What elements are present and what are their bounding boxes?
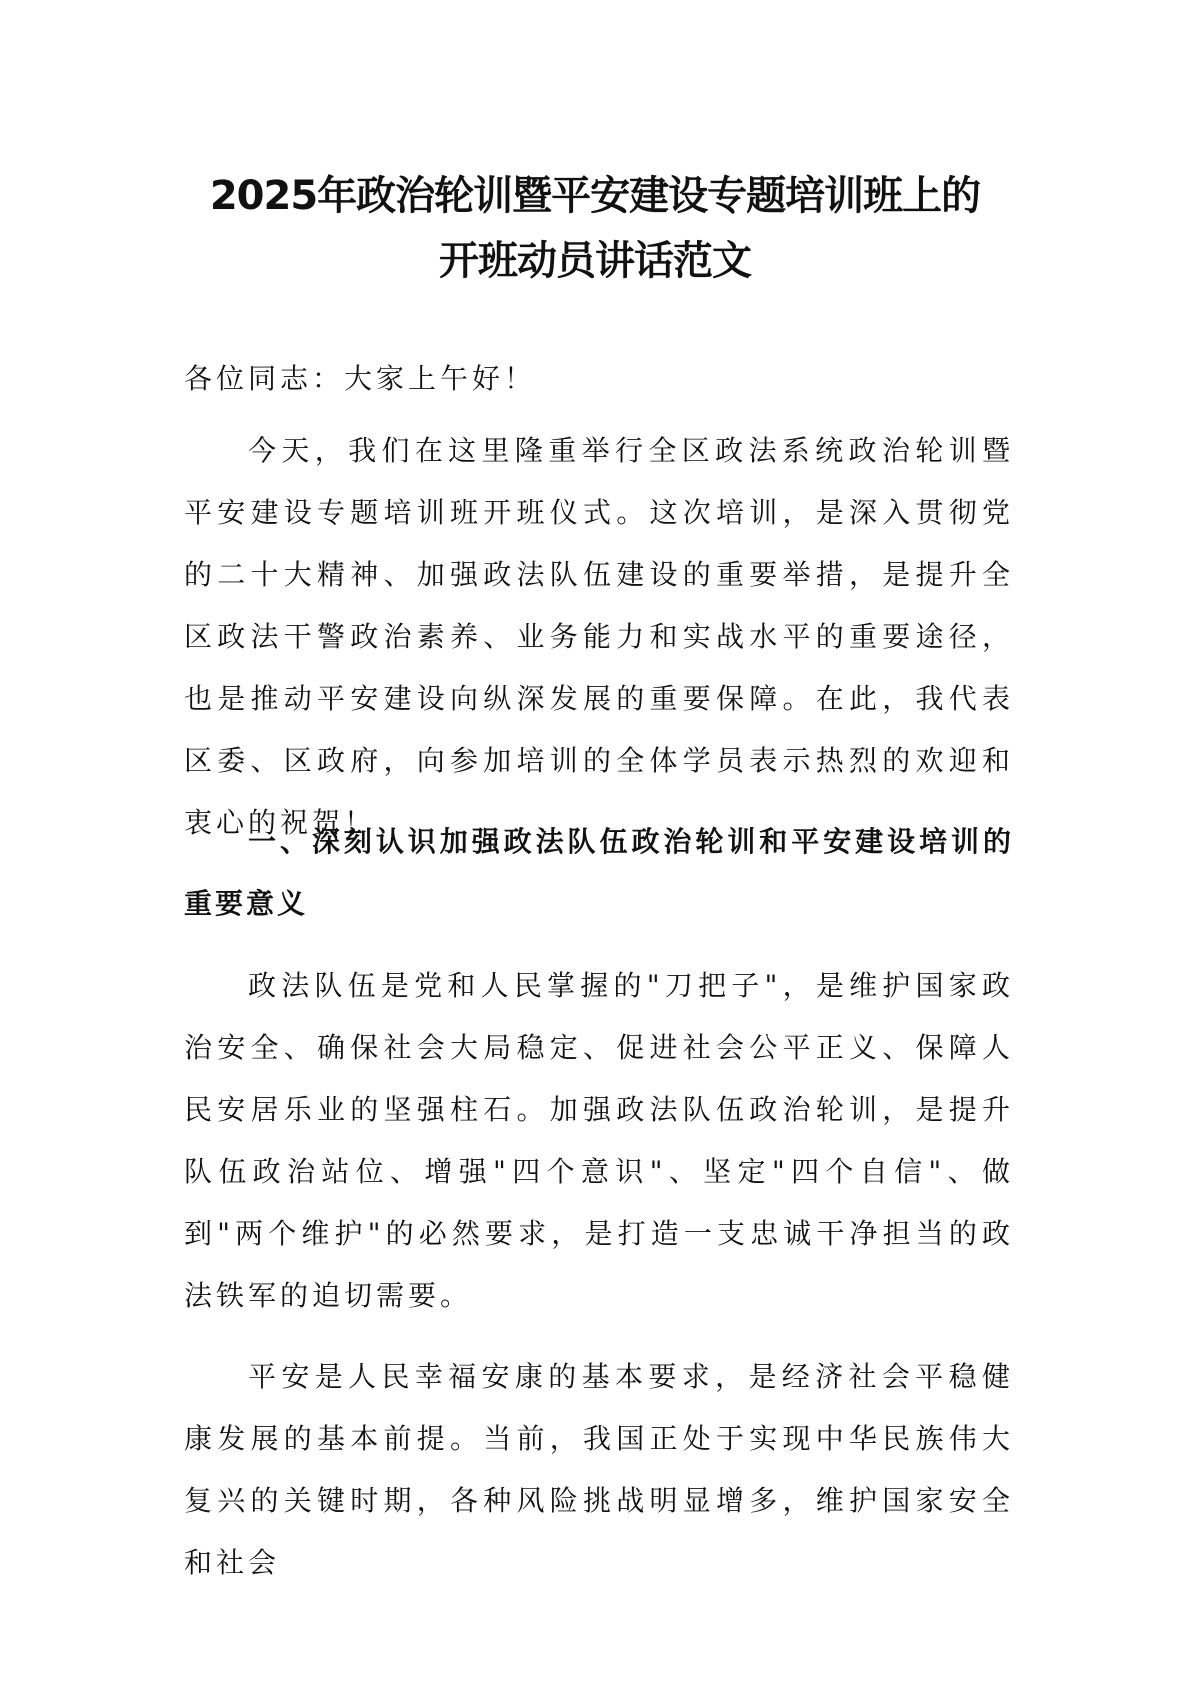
paragraph-peace-building: 平安是人民幸福安康的基本要求，是经济社会平稳健康发展的基本前提。当前，我国正处于实现中华民族伟大复兴的关键时期，各种风险挑战明显增多，维护国家安全和社会 [184,1360,1014,1579]
document-title-line-1: 2025年政治轮训暨平安建设专题培训班上的 [209,173,981,219]
section-heading-1: 一、深刻认识加强政法队伍政治轮训和平安建设培训的重要意义 [184,825,1014,920]
paragraph-political-training: 政法队伍是党和人民掌握的"刀把子"，是维护国家政治安全、确保社会大局稳定、促进社会公平正义、保障人民安居乐业的坚强柱石。加强政法队伍政治轮训，是提升队伍政治站位、增强"四个意识"、坚定"四个自信"、做到"两个维护"的必然要求，是打造一支忠诚干净担当的政法铁军的迫切需要。 [184,969,1014,1312]
salutation: 各位同志：大家上午好！ [184,362,537,395]
document-title-line-2: 开班动员讲话范文 [439,238,751,284]
paragraph-opening: 今天，我们在这里隆重举行全区政法系统政治轮训暨平安建设专题培训班开班仪式。这次培训，是深入贯彻党的二十大精神、加强政法队伍建设的重要举措，是提升全区政法干警政治素养、业务能力和实战水平的重要途径，也是推动平安建设向纵深发展的重要保障。在此，我代表区委、区政府，向参加培训的全体学员表示热烈的欢迎和衷心的祝贺！ [184,434,1014,839]
